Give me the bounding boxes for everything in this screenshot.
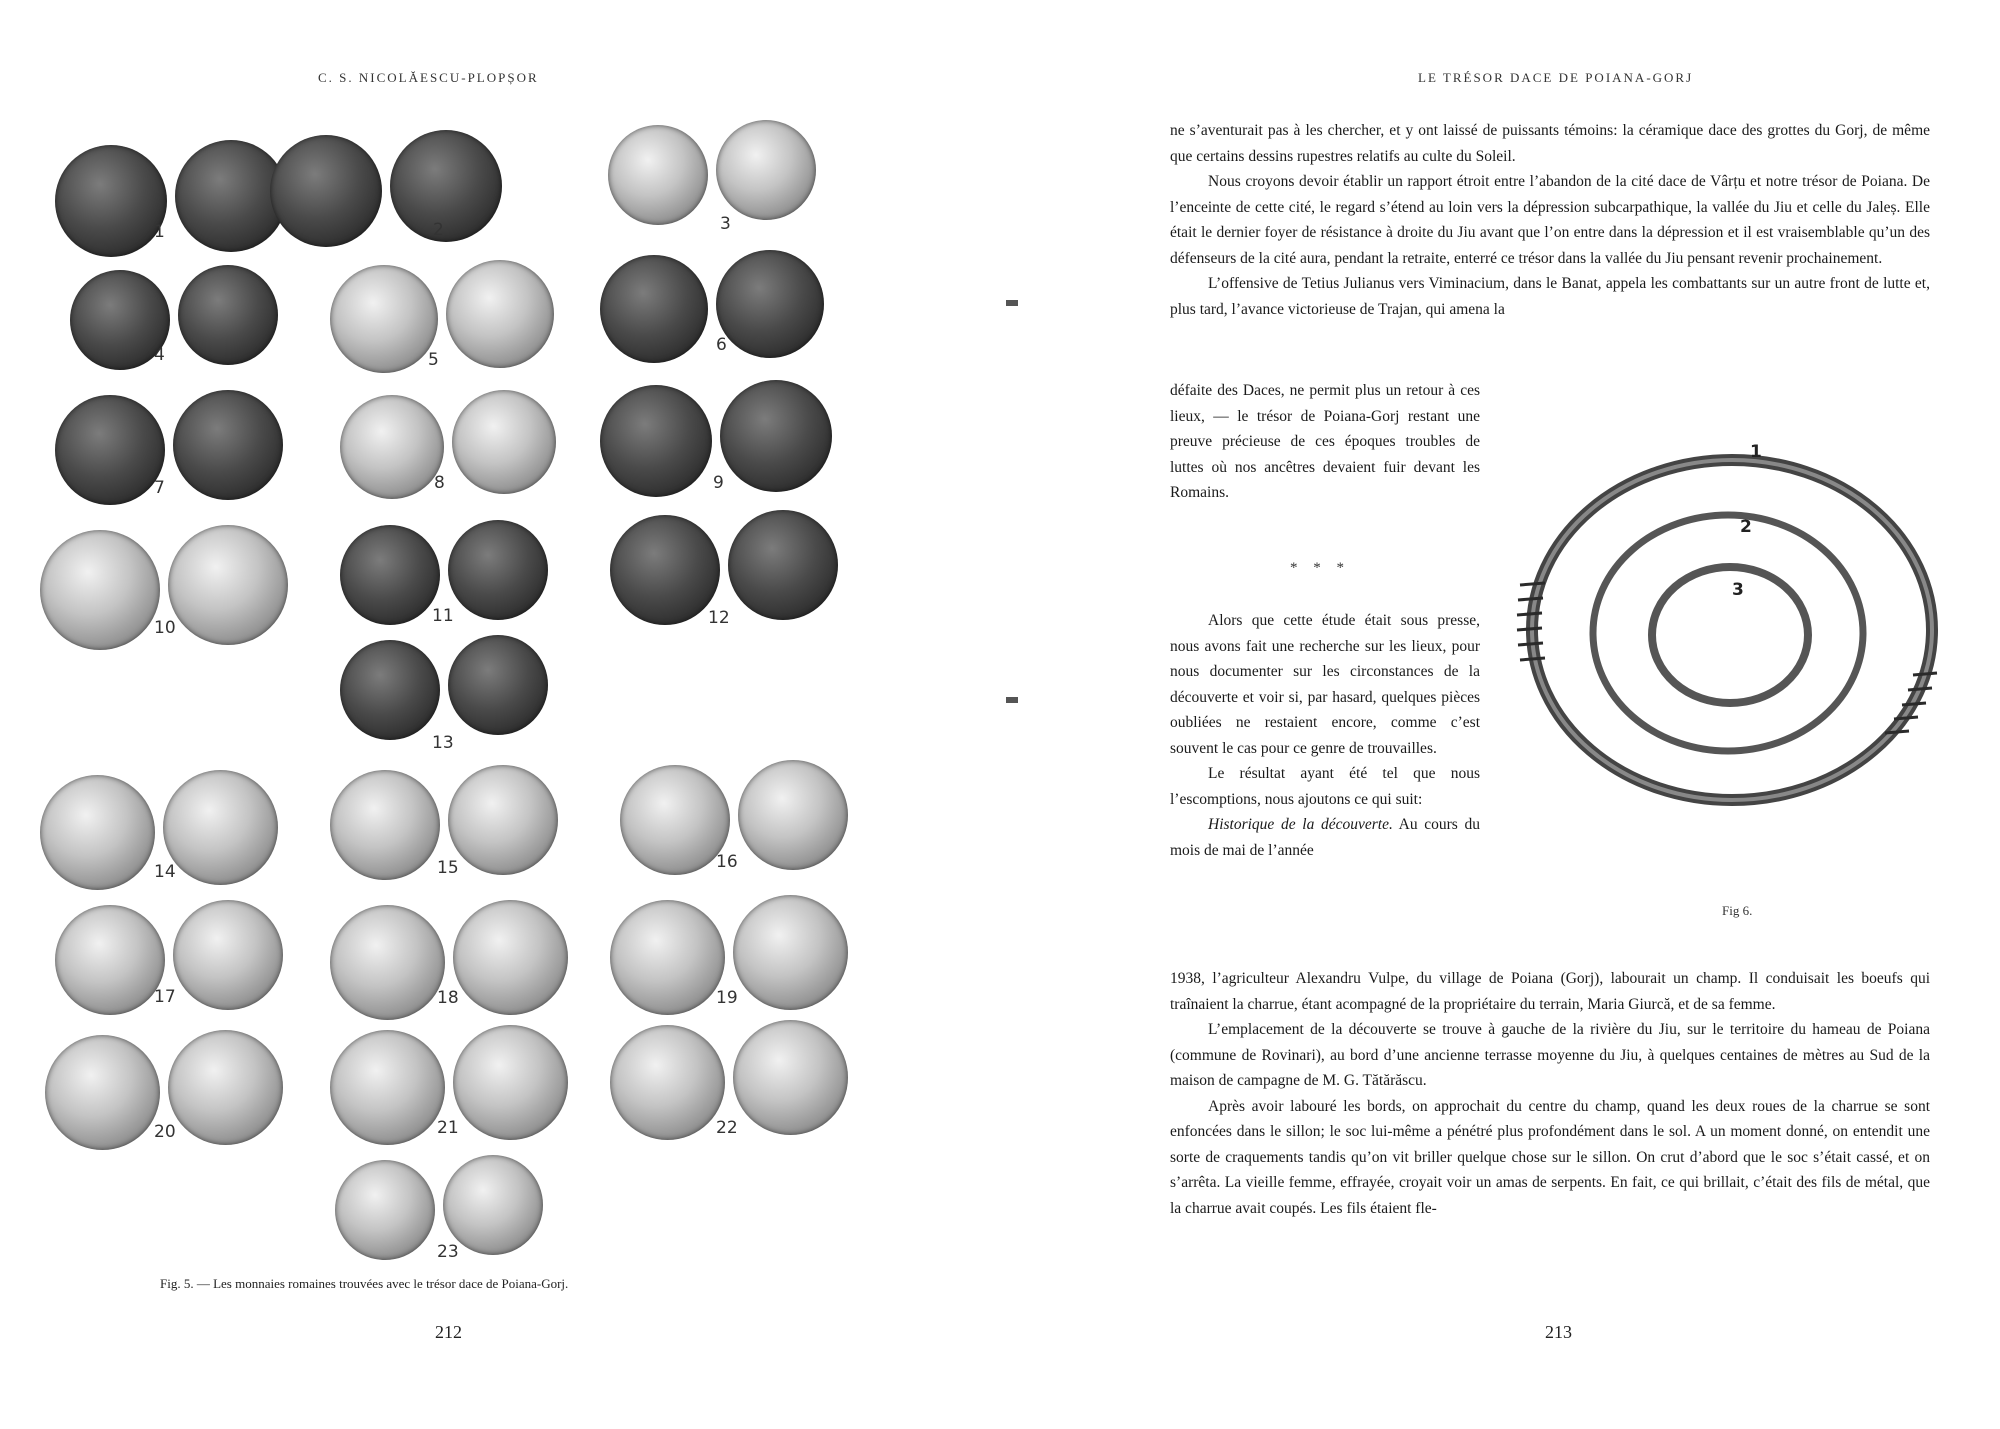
- coin-obverse-18: [330, 905, 445, 1020]
- paragraph-presse: Alors que cette étude était sous presse, nous avons fait une recherche sur les lieux, pour nous documenter sur les circonstances de la découverte et voir si, par hasard, quelques pièces oubliées ne restaient encore, comme c’est souvent le cas pour ce genre de trouvailles.: [1170, 612, 1480, 757]
- coin-number-8: 8: [434, 473, 445, 493]
- coin-reverse-11: [448, 520, 548, 620]
- coin-number-1: 1: [154, 222, 165, 242]
- ring-2: [1593, 515, 1863, 751]
- coin-reverse-18: [453, 900, 568, 1015]
- coin-number-2: 2: [433, 220, 444, 240]
- coin-reverse-12: [728, 510, 838, 620]
- coin-reverse-15: [448, 765, 558, 875]
- coin-obverse-23: [335, 1160, 435, 1260]
- coin-reverse-17: [173, 900, 283, 1010]
- coin-number-3: 3: [720, 214, 731, 234]
- paragraph-offensive-cont: défaite des Daces, ne permit plus un retour à ces lieux, — le trésor de Poiana-Gorj restant une preuve précieuse de ces époques troubles de luttes où nos ancêtres devaient fuir devant les Romains.: [1170, 382, 1480, 501]
- text-full-width-bottom: [1170, 966, 1930, 1221]
- coin-reverse-4: [178, 265, 278, 365]
- coin-reverse-13: [448, 635, 548, 735]
- fig5-caption: Fig. 5. — Les monnaies romaines trouvées avec le trésor dace de Poiana-Gorj.: [160, 1276, 569, 1291]
- page-number-right: 213: [1545, 1322, 1572, 1342]
- paragraph-charrue: Après avoir labouré les bords, on approchait du centre du champ, quand les deux roues de la charrue se sont enfoncées dans le sillon; le soc lui-même a pénétré plus profondément dans le sol. A un moment donné, on entendit une sorte de craquements tandis qu’on vit briller quelque chose sur le sillon. On crut d’abord que le soc s’était cassé, et on s’arrêta. La vieille femme, effrayée, croyait voir un amas de serpents. En fait, ce qui brillait, c’était des fils de métal, que la charrue avait coupés. Les fils étaient fle-: [1170, 1097, 1930, 1217]
- coin-obverse-12: [610, 515, 720, 625]
- historique-text-a: Au cours du mois de mai de l’année: [1170, 816, 1480, 859]
- coin-reverse-2: [390, 130, 502, 242]
- paragraph-varstu: Nous croyons devoir établir un rapport étroit entre l’abandon de la cité dace de Vârțu et notre trésor de Poiana. De l’enceinte de cette cité, le regard s’étend au loin vers la dépression subcarpathique, la vallée du Jiu et celle du Jaleș. Elle était le dernier foyer de résistance à droite du Jiu avant que l’on entre dans la dépression et il est vraisemblable qu’un des défenseurs de la cité aura, pendant la retraite, enterré ce trésor dans la vallée du Jiu pensant revenir prochainement.: [1170, 173, 1930, 267]
- coin-obverse-7: [55, 395, 165, 505]
- coin-reverse-16: [738, 760, 848, 870]
- paragraph-continuation: ne s’aventurait pas à les chercher, et y ont laissé de puissants témoins: la céramique dace des grottes du Gorj, de même que certains dessins rupestres relatifs au culte du Soleil.: [1170, 122, 1930, 165]
- running-head-left: C. S. NICOLĂESCU-PLOPȘOR: [318, 70, 539, 85]
- coin-reverse-10: [168, 525, 288, 645]
- coin-obverse-20: [45, 1035, 160, 1150]
- coin-obverse-8: [340, 395, 444, 499]
- fig6-rings-image: [1500, 415, 1960, 815]
- coin-obverse-6: [600, 255, 708, 363]
- coin-obverse-5: [330, 265, 438, 373]
- text-full-width-top: [1170, 118, 1930, 322]
- fig6-caption: Fig 6.: [1722, 903, 1753, 918]
- coin-reverse-22: [733, 1020, 848, 1135]
- coin-number-16: 16: [716, 852, 738, 872]
- coin-obverse-14: [40, 775, 155, 890]
- coin-number-14: 14: [154, 862, 176, 882]
- paragraph-historique-cont: 1938, l’agriculteur Alexandru Vulpe, du village de Poiana (Gorj), labourait un champ. Il conduisait les boeufs qui traînaient la charrue, étant acompagné de la propriétaire du terrain, Maria Giurcă, et de sa femme.: [1170, 970, 1930, 1013]
- coin-number-12: 12: [708, 608, 730, 628]
- paragraph-historique-start: [1170, 812, 1480, 863]
- paragraph-emplacement: L’emplacement de la découverte se trouve à gauche de la rivière du Jiu, sur le territoire du hameau de Poiana (commune de Rovinari), au bord d’une ancienne terrasse moyenne du Jiu, à quelques centaines de mètres au Sud de la maison de campagne de M. G. Tătărăscu.: [1170, 1021, 1930, 1089]
- coin-number-4: 4: [154, 345, 165, 365]
- coin-number-5: 5: [428, 350, 439, 370]
- text-narrow-column: [1170, 378, 1480, 506]
- coin-reverse-7: [173, 390, 283, 500]
- coin-number-19: 19: [716, 988, 738, 1008]
- coin-obverse-22: [610, 1025, 725, 1140]
- historique-heading: Historique de la découverte.: [1208, 816, 1393, 833]
- section-break-asterisks: * * *: [1290, 560, 1350, 576]
- text-narrow-column-2: [1170, 608, 1480, 863]
- coin-number-20: 20: [154, 1122, 176, 1142]
- coin-number-18: 18: [437, 988, 459, 1008]
- ring-label-3: 3: [1732, 580, 1744, 600]
- coin-number-9: 9: [713, 473, 724, 493]
- coin-obverse-21: [330, 1030, 445, 1145]
- coin-reverse-14: [163, 770, 278, 885]
- coin-obverse-11: [340, 525, 440, 625]
- coin-number-7: 7: [154, 478, 165, 498]
- coin-number-6: 6: [716, 335, 727, 355]
- coin-reverse-5: [446, 260, 554, 368]
- coin-obverse-17: [55, 905, 165, 1015]
- paragraph-offensive: L’offensive de Tetius Julianus vers Viminacium, dans le Banat, appela les combattants sur un autre front de lutte et, plus tard, l’avance victorieuse de Trajan, qui amena la: [1170, 275, 1930, 318]
- page-number-left: 212: [435, 1322, 462, 1342]
- paragraph-resultat: Le résultat ayant été tel que nous l’escomptions, nous ajoutons ce qui suit:: [1170, 765, 1480, 808]
- coin-obverse-9: [600, 385, 712, 497]
- coin-obverse-16: [620, 765, 730, 875]
- coin-reverse-8: [452, 390, 556, 494]
- coin-obverse-10: [40, 530, 160, 650]
- coin-number-17: 17: [154, 987, 176, 1007]
- coin-reverse-23: [443, 1155, 543, 1255]
- coin-number-22: 22: [716, 1118, 738, 1138]
- ring-3: [1652, 567, 1808, 703]
- coin-reverse-19: [733, 895, 848, 1010]
- ring-1-coils: [1517, 583, 1937, 733]
- coin-number-11: 11: [432, 606, 454, 626]
- coin-reverse-3: [716, 120, 816, 220]
- coin-obverse-2: [270, 135, 382, 247]
- coin-obverse-15: [330, 770, 440, 880]
- coin-number-23: 23: [437, 1242, 459, 1262]
- coin-reverse-9: [720, 380, 832, 492]
- coin-reverse-6: [716, 250, 824, 358]
- coin-obverse-13: [340, 640, 440, 740]
- coin-number-13: 13: [432, 733, 454, 753]
- ring-label-1: 1: [1750, 442, 1762, 462]
- coin-obverse-3: [608, 125, 708, 225]
- running-head-right: LE TRÉSOR DACE DE POIANA-GORJ: [1418, 70, 1694, 85]
- coin-reverse-21: [453, 1025, 568, 1140]
- coin-reverse-20: [168, 1030, 283, 1145]
- coin-obverse-1: [55, 145, 167, 257]
- coin-number-15: 15: [437, 858, 459, 878]
- ring-label-2: 2: [1740, 517, 1752, 537]
- coin-obverse-19: [610, 900, 725, 1015]
- coin-number-10: 10: [154, 618, 176, 638]
- coin-number-21: 21: [437, 1118, 459, 1138]
